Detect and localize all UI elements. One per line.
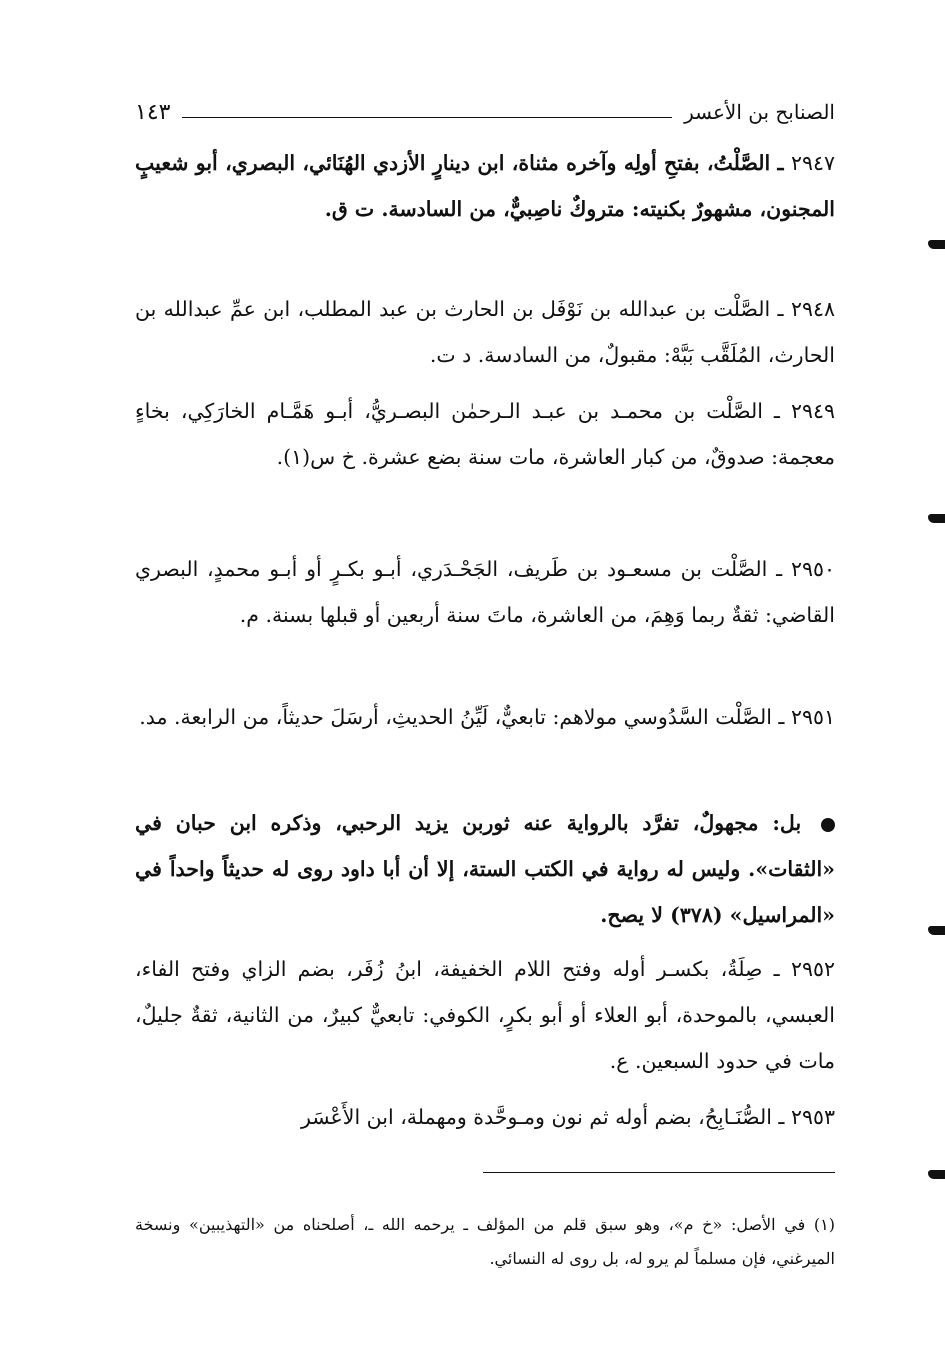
entry-text: ـ صِلَةُ، بكسـر أوله وفتح اللام الخفيفة، ابنُ زُفَر، بضم الزاي وفتح الفاء، العبسي، بالموحدة، أبو العلاء أو أبو بكرٍ، الكوفي: تابعيٌّ كبيرٌ، من الثانية، ثقةٌ جليلٌ، مات في حدود السبعين. ع. (135, 957, 835, 1073)
margin-mark (928, 240, 945, 249)
page-number: ١٤٣ (135, 99, 171, 125)
entry-number: ٢٩٤٨ (790, 297, 835, 321)
editor-note (135, 800, 835, 938)
margin-mark (928, 514, 945, 523)
margin-mark (928, 926, 945, 935)
entry-text: ـ الصَّلْتُ، بفتحِ أولِه وآخره مثناة، ابن دينارٍ الأزدي الهُنَائي، البصري، أبو شعيبٍ المجنون، مشهورٌ بكنيته: متروكٌ ناصِبيٌّ، من السادسة. ت ق. (135, 151, 835, 221)
entry-text: ـ الصَّلْت بن محمـد بن عبـد الـرحمٰن البصـريُّ، أبـو هَمَّـام الخارَكِي، بخاءٍ معجمة: صدوقٌ، من كبار العاشرة، مات سنة بضع عشرة. خ س(١). (135, 399, 835, 469)
entry-2953 (135, 1094, 835, 1140)
header-rule (182, 117, 672, 118)
bullet-icon (821, 818, 835, 832)
margin-mark (928, 1170, 945, 1179)
entry-text: ـ الصَّلْت بن عبدالله بن نَوْفَل بن الحارث بن عبد المطلب، ابن عمِّ عبدالله بن الحارث، المُلَقَّب بَبَّهْ: مقبولٌ، من السادسة. د ت. (135, 297, 835, 367)
entry-text: بل: مجهولٌ، تفرَّد بالرواية عنه ثوربن يزيد الرحبي، وذكره ابن حبان في «الثقات». وليس له رواية في الكتب الستة، إلا أن أبا داود روى له حديثاً واحداً في «المراسيل» (٣٧٨) لا يصح. (135, 811, 835, 927)
entry-text: ـ الصَّلْت بن مسعـود بن طَريف، الجَحْـدَري، أبـو بكـرٍ أو أبـو محمدٍ، البصري القاضي: ثقةٌ ربما وَهِمَ، من العاشرة، ماتَ سنة أربعين أو قبلها بسنة. م. (135, 557, 835, 627)
entry-text: ـ الصَّلْت السَّدُوسي مولاهم: تابعيٌّ، لَيِّنُ الحديثِ، أرسَلَ حديثاً، من الرابعة. مد. (139, 705, 785, 729)
entry-2949 (135, 388, 835, 480)
header-title: الصنابح بن الأعسر (684, 100, 835, 124)
entry-number: ٢٩٥٣ (790, 1105, 835, 1129)
entry-number: ٢٩٤٩ (790, 399, 835, 423)
entry-number: ٢٩٤٧ (790, 151, 835, 175)
entry-2950 (135, 546, 835, 638)
entry-2951 (135, 694, 835, 740)
entry-2947 (135, 140, 835, 232)
entry-2952 (135, 946, 835, 1084)
footnote-separator (483, 1172, 835, 1173)
entry-number: ٢٩٥٢ (790, 957, 835, 981)
entry-2948 (135, 286, 835, 378)
footnote: (١) في الأصل: «خ م»، وهو سبق قلم من المؤلف ـ يرحمه الله ـ، أصلحناه من «التهذيبين» ونسخة الميرغني، فإن مسلماً لم يرو له، بل روى له النسائي. (135, 1215, 835, 1268)
running-header (135, 94, 835, 130)
entry-text: ـ الصُّنَـابِحُ، بضم أوله ثم نون ومـوحَّدة ومهملة، ابن الأَعْسَر (300, 1105, 785, 1129)
entry-number: ٢٩٥١ (790, 705, 835, 729)
entry-number: ٢٩٥٠ (790, 557, 835, 581)
